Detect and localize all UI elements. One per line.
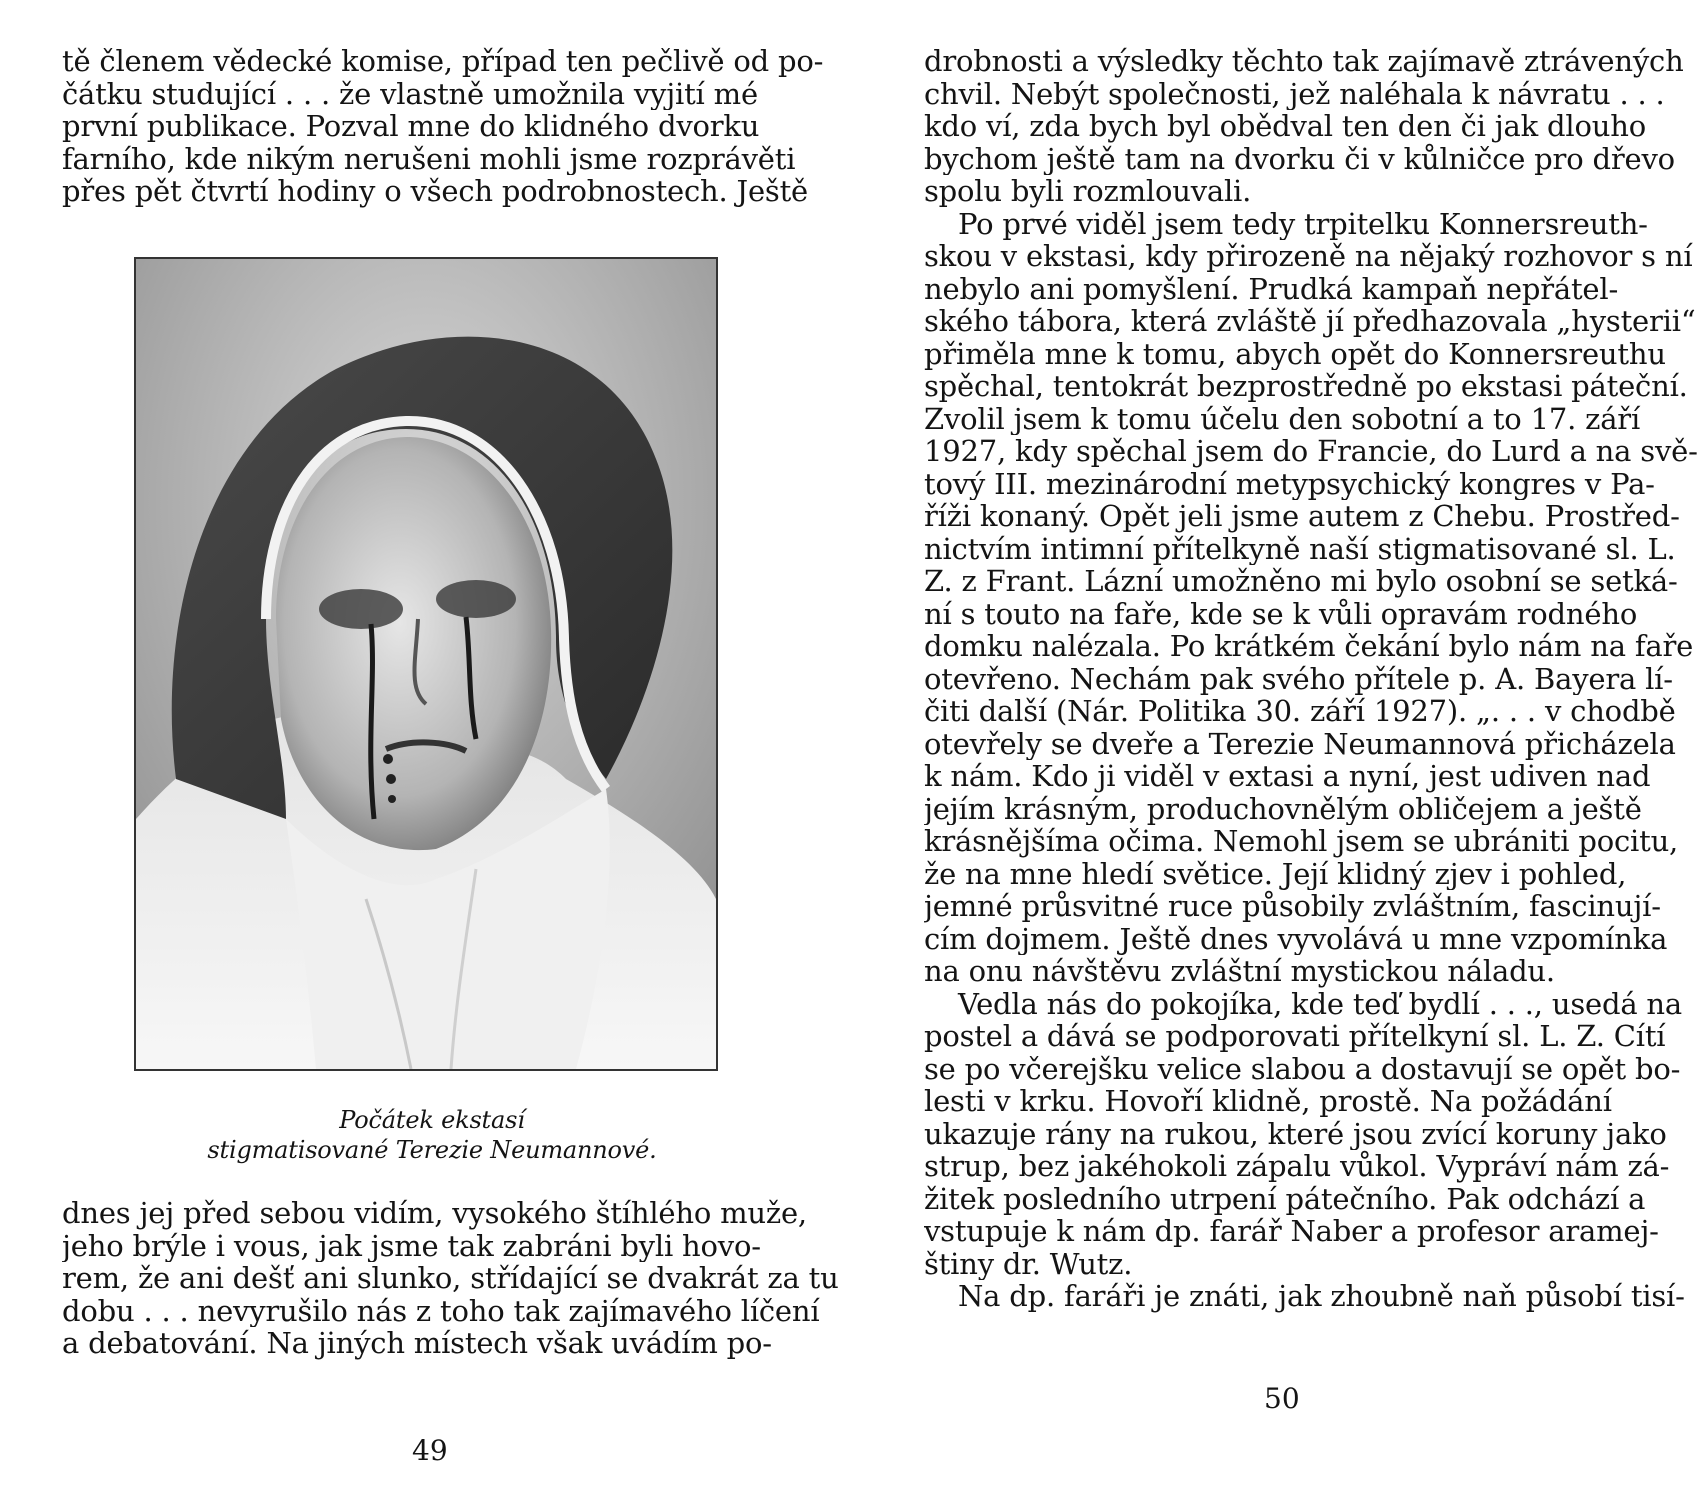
text-line: štiny dr. Wutz. bbox=[924, 1247, 1133, 1280]
text-line: jejím krásným, produchovnělým obličejem a ještě bbox=[924, 792, 1642, 825]
text-line: přes pět čtvrtí hodiny o všech podrobnostech. Ještě bbox=[62, 175, 809, 208]
text-line: ukazuje rány na rukou, které jsou zvící koruny jako bbox=[924, 1117, 1667, 1150]
text-line: přiměla mne k tomu, abych opět do Konnersreuthu bbox=[924, 337, 1666, 370]
left-top-paragraph bbox=[62, 45, 823, 208]
caption-line: Počátek ekstasí bbox=[339, 1106, 525, 1134]
text-line: čiti další (Nár. Politika 30. září 1927). „. . . v chodbě bbox=[924, 695, 1676, 728]
photo-caption bbox=[62, 1105, 802, 1165]
text-line: vstupuje k nám dp. farář Naber a profesor aramej- bbox=[924, 1215, 1659, 1248]
text-line: Vedla nás do pokojíka, kde teď bydlí . . ., usedá na bbox=[958, 987, 1683, 1020]
right-body-text bbox=[924, 45, 1698, 1313]
text-line: otevřely se dveře a Terezie Neumannová přicházela bbox=[924, 727, 1676, 760]
text-line: drobnosti a výsledky těchto tak zajímavě ztrávených bbox=[924, 45, 1684, 78]
text-line: 1927, kdy spěchal jsem do Francie, do Lurd a na svě- bbox=[924, 435, 1698, 468]
text-line: Na dp. faráři je znáti, jak zhoubně naň působí tisí- bbox=[958, 1280, 1685, 1313]
text-line: skou v ekstasi, kdy přirozeně na nějaký rozhovor s ní bbox=[924, 240, 1693, 273]
text-line: k nám. Kdo ji viděl v extasi a nyní, jest udiven nad bbox=[924, 760, 1651, 793]
text-line: žitek posledního utrpení pátečního. Pak odchází a bbox=[924, 1182, 1646, 1215]
caption-line: stigmatisované Terezie Neumannové. bbox=[207, 1136, 657, 1164]
text-line: domku nalézala. Po krátkém čekání bylo nám na faře bbox=[924, 630, 1694, 663]
text-line: spěchal, tentokrát bezprostředně po ekstasi páteční. bbox=[924, 370, 1688, 403]
text-line: lesti v krku. Hovoří klidně, prostě. Na požádání bbox=[924, 1085, 1612, 1118]
text-line: jemné průsvitné ruce působily zvláštním, fascinují- bbox=[924, 890, 1661, 923]
text-line: jeho brýle i vous, jak jsme tak zabráni byli hovo- bbox=[62, 1229, 761, 1262]
text-line: postel a dává se podporovati přítelkyní sl. L. Z. Cítí bbox=[924, 1020, 1666, 1053]
text-line: ského tábora, která zvláště jí předhazovala „hysterii“ bbox=[924, 305, 1696, 338]
text-line: kdo ví, zda bych byl obědval ten den či jak dlouho bbox=[924, 110, 1646, 143]
text-line: tový III. mezinárodní metypsychický kongres v Pa- bbox=[924, 467, 1655, 500]
text-line: tě členem vědecké komise, případ ten pečlivě od po- bbox=[62, 45, 824, 78]
text-line: ní s touto na faře, kde se k vůli opravám rodného bbox=[924, 597, 1638, 630]
text-line: Z. z Frant. Lázní umožněno mi bylo osobní se setká- bbox=[924, 565, 1678, 598]
text-line: dobu . . . nevyrušilo nás z toho tak zajímavého líčení bbox=[62, 1294, 820, 1327]
text-line: říži konaný. Opět jeli jsme autem z Chebu. Prostřed- bbox=[924, 500, 1680, 533]
text-line: cím dojmem. Ještě dnes vyvolává u mne vzpomínka bbox=[924, 922, 1668, 955]
text-line: Po prvé viděl jsem tedy trpitelku Konnersreuth- bbox=[958, 207, 1648, 240]
text-line: nebylo ani pomyšlení. Prudká kampaň nepřátel- bbox=[924, 272, 1619, 305]
text-line: rem, že ani dešť ani slunko, střídající se dvakrát za tu bbox=[62, 1262, 839, 1295]
page-number: 49 bbox=[412, 1434, 448, 1467]
text-line: na onu návštěvu zvláštní mystickou náladu. bbox=[924, 955, 1555, 988]
text-line: čátku studující . . . že vlastně umožnila vyjití mé bbox=[62, 77, 758, 110]
left-bottom-paragraph bbox=[62, 1197, 839, 1360]
text-line: krásnějšíma očima. Nemohl jsem se ubrániti pocitu, bbox=[924, 825, 1679, 858]
text-line: se po včerejšku velice slabou a dostavují se opět bo- bbox=[924, 1052, 1681, 1085]
text-line: dnes jej před sebou vidím, vysokého štíhlého muže, bbox=[62, 1197, 807, 1230]
text-line: strup, bez jakéhokoli zápalu vůkol. Vypráví nám zá- bbox=[924, 1150, 1670, 1183]
portrait-photo bbox=[134, 257, 718, 1071]
text-line: první publikace. Pozval mne do klidného dvorku bbox=[62, 110, 760, 143]
text-line: že na mne hledí světice. Její klidný zjev i pohled, bbox=[924, 857, 1627, 890]
text-line: chvil. Nebýt společnosti, jež naléhala k návratu . . . bbox=[924, 77, 1665, 110]
text-line: a debatování. Na jiných místech však uvádím po- bbox=[62, 1327, 772, 1360]
portrait-illustration bbox=[136, 259, 716, 1069]
text-line: bychom ještě tam na dvorku či v kůlničce pro dřevo bbox=[924, 142, 1675, 175]
page-number: 50 bbox=[1264, 1382, 1300, 1415]
text-line: otevřeno. Nechám pak svého přítele p. A. Bayera lí- bbox=[924, 662, 1673, 695]
text-line: spolu byli rozmlouvali. bbox=[924, 175, 1252, 208]
text-line: nictvím intimní přítelkyně naší stigmatisované sl. L. bbox=[924, 532, 1676, 565]
text-line: Zvolil jsem k tomu účelu den sobotní a to 17. září bbox=[924, 402, 1641, 435]
text-line: farního, kde nikým nerušeni mohli jsme rozprávěti bbox=[62, 142, 796, 175]
